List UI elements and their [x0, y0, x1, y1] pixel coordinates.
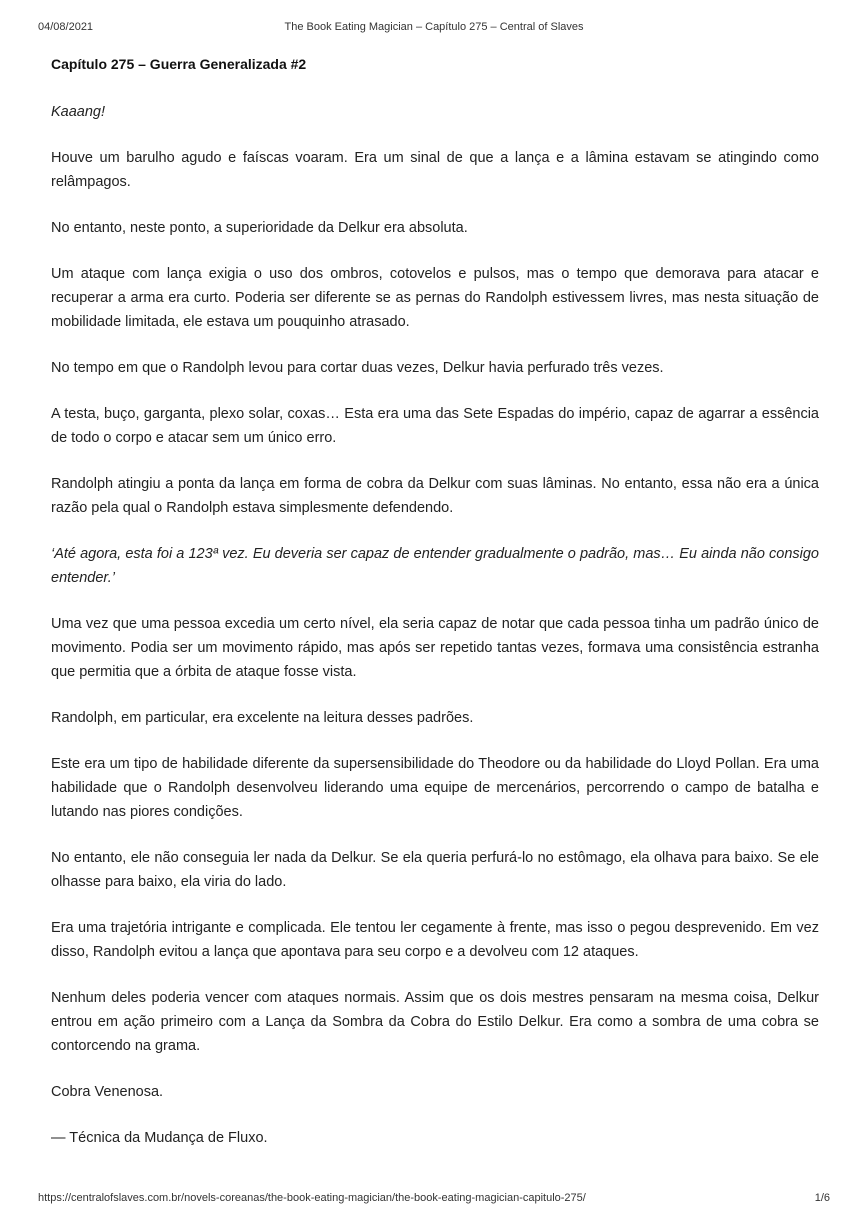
page-url: https://centralofslaves.com.br/novels-coreanas/the-book-eating-magician/the-book-eating-magician-capitulo-275/ — [38, 1192, 586, 1204]
paragraph: Este era um tipo de habilidade diferente da supersensibilidade do Theodore ou da habilidade do Lloyd Pollan. Era uma habilidade que o Randolph desenvolveu liderando uma equipe de mercenários, percorrendo o campo de batalha e lutando nas piores condições. — [51, 756, 819, 820]
paragraph: Houve um barulho agudo e faíscas voaram. Era um sinal de que a lança e a lâmina estavam se atingindo como relâmpagos. — [51, 150, 819, 190]
paragraph: Um ataque com lança exigia o uso dos ombros, cotovelos e pulsos, mas o tempo que demorava para atacar e recuperar a arma era curto. Poderia ser diferente se as pernas do Randolph estivessem livres, mas nesta situação de mobilidade limitada, ele estava um pouquinho atrasado. — [51, 266, 819, 330]
paragraph: Era uma trajetória intrigante e complicada. Ele tentou ler cegamente à frente, mas isso o pegou desprevenido. Em vez disso, Randolph evitou a lança que apontava para seu corpo e a devolveu com 12 ataques. — [51, 920, 819, 960]
chapter-content — [51, 54, 819, 1172]
paragraph: Randolph, em particular, era excelente na leitura desses padrões. — [51, 710, 474, 726]
print-header — [38, 21, 830, 37]
paragraph: No entanto, ele não conseguia ler nada da Delkur. Se ela queria perfurá-lo no estômago, ela olhava para baixo. Se ele olhasse para baixo, ela viria do lado. — [51, 850, 819, 890]
paragraph: Kaaang! — [51, 104, 106, 120]
paragraph: No entanto, neste ponto, a superioridade da Delkur era absoluta. — [51, 220, 468, 236]
paragraph: ‘Até agora, esta foi a 123ª vez. Eu deveria ser capaz de entender gradualmente o padrão, mas… Eu ainda não consigo entender.’ — [51, 546, 819, 586]
paragraph: — Técnica da Mudança de Fluxo. — [51, 1130, 268, 1146]
chapter-heading: Capítulo 275 – Guerra Generalizada #2 — [51, 56, 307, 72]
paragraph: Uma vez que uma pessoa excedia um certo nível, ela seria capaz de notar que cada pessoa tinha um padrão único de movimento. Podia ser um movimento rápido, mas após ser repetido tantas vezes, formava uma consistência estranha que permitia que a órbita de ataque fosse vista. — [51, 616, 819, 680]
print-footer — [38, 1192, 830, 1208]
paragraph: Randolph atingiu a ponta da lança em forma de cobra da Delkur com suas lâminas. No entanto, essa não era a única razão pela qual o Randolph estava simplesmente defendendo. — [51, 476, 819, 516]
document-title: The Book Eating Magician – Capítulo 275 – Central of Slaves — [284, 21, 584, 33]
paragraph: Nenhum deles poderia vencer com ataques normais. Assim que os dois mestres pensaram na mesma coisa, Delkur entrou em ação primeiro com a Lança da Sombra da Cobra do Estilo Delkur. Era como a sombra de uma cobra se contorcendo na grama. — [51, 990, 819, 1054]
print-date: 04/08/2021 — [38, 21, 94, 33]
paragraph: Cobra Venenosa. — [51, 1084, 164, 1100]
paragraph: A testa, buço, garganta, plexo solar, coxas… Esta era uma das Sete Espadas do império, capaz de agarrar a essência de todo o corpo e atacar sem um único erro. — [51, 406, 819, 446]
paragraph: No tempo em que o Randolph levou para cortar duas vezes, Delkur havia perfurado três vezes. — [51, 360, 664, 376]
page-number: 1/6 — [814, 1192, 830, 1204]
